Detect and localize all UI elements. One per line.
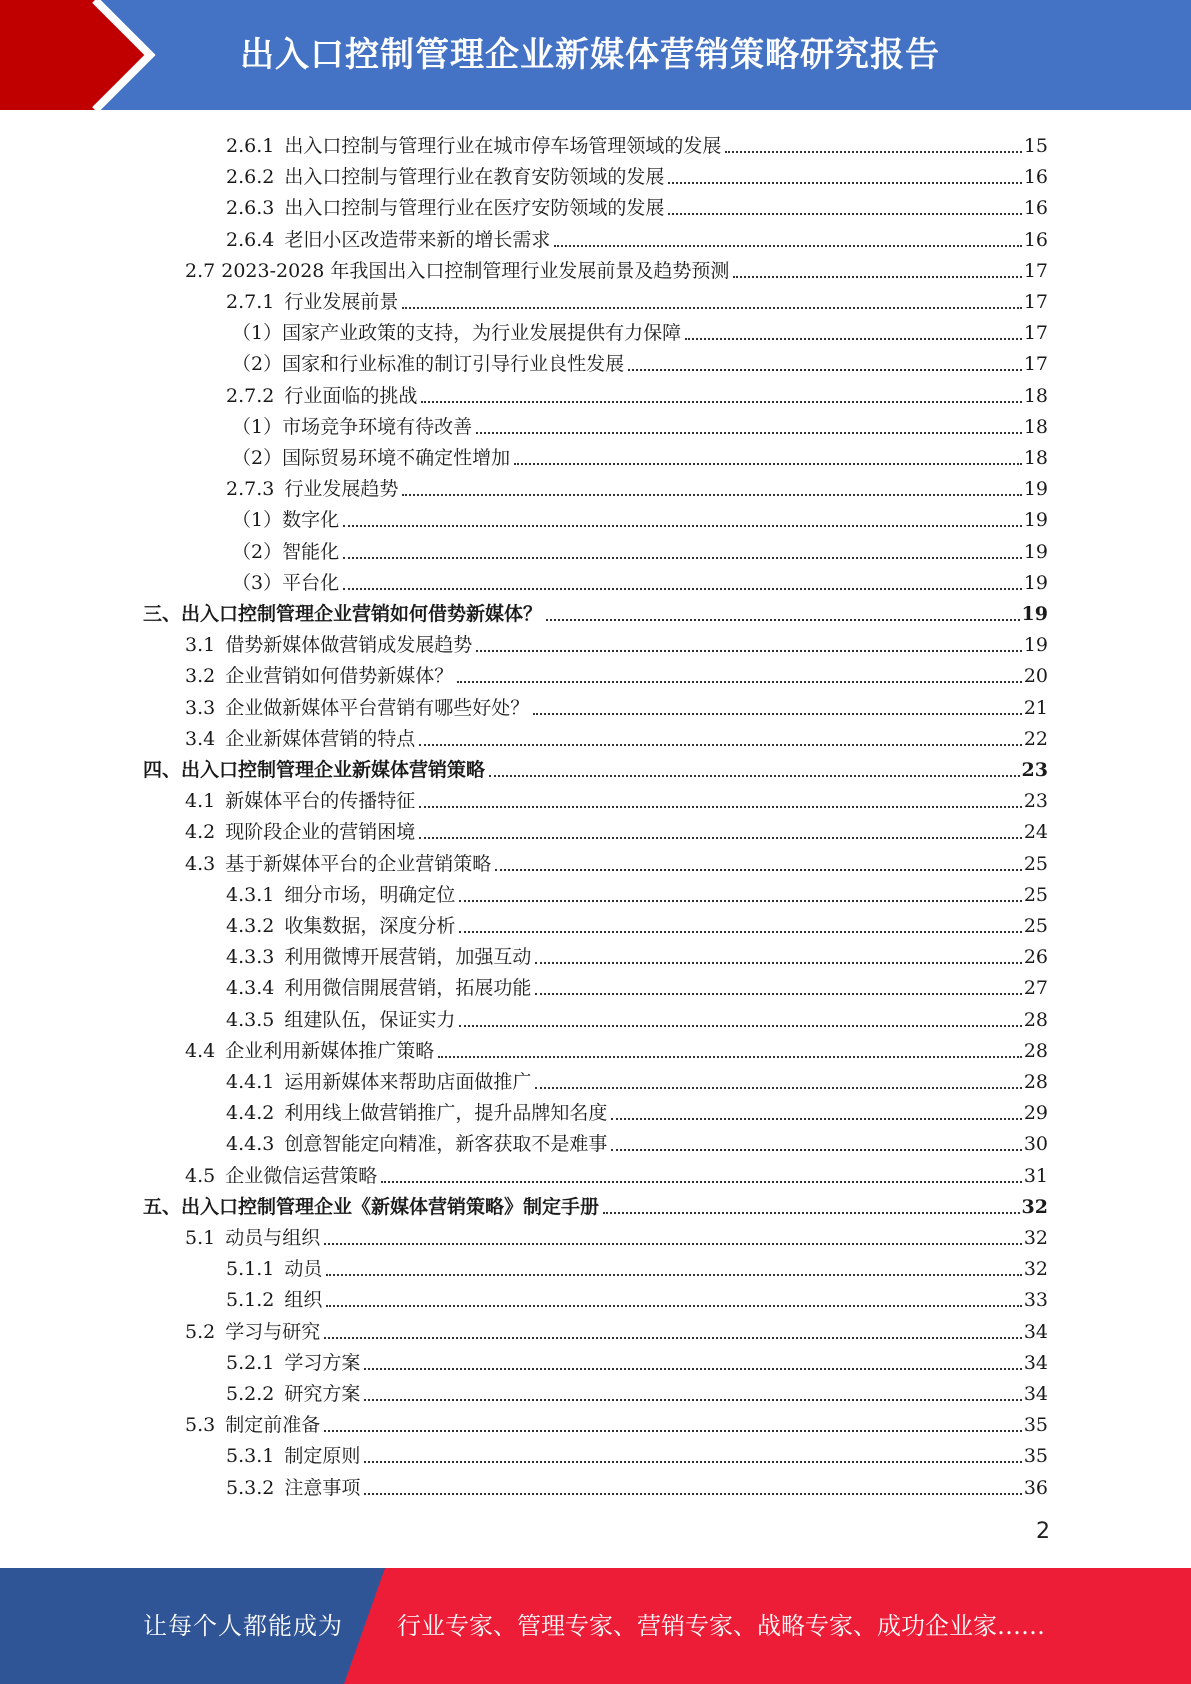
toc-entry-number: 4.3.3 — [226, 946, 275, 969]
toc-entry-page: 15 — [1023, 135, 1048, 157]
toc-entry-title: 行业面临的挑战 — [284, 384, 418, 407]
toc-entry-page: 26 — [1023, 946, 1048, 969]
toc-entry[interactable] — [226, 127, 1048, 158]
toc-entry-title: 企业微信运营策略 — [225, 1164, 378, 1187]
toc-dot-leader — [419, 744, 1022, 746]
toc-dot-leader — [489, 775, 1020, 777]
toc-dot-leader — [733, 276, 1021, 278]
toc-entry-title: 出入口控制与管理行业在教育安防领域的发展 — [284, 166, 665, 189]
toc-entry-page: 34 — [1023, 1320, 1048, 1343]
toc-entry[interactable] — [185, 626, 1048, 657]
toc-dot-leader — [364, 1399, 1021, 1401]
toc-dot-leader — [459, 1025, 1021, 1027]
toc-entry[interactable] — [185, 1406, 1048, 1437]
toc-entry[interactable] — [226, 1094, 1048, 1125]
toc-entry-page: 16 — [1023, 228, 1048, 251]
toc-dot-leader — [668, 182, 1021, 184]
toc-entry-title: 运用新媒体来帮助店面做推广 — [284, 1071, 532, 1093]
toc-entry-page: 32 — [1023, 1227, 1048, 1249]
toc-entry-page: 28 — [1023, 1008, 1048, 1031]
toc-entry-title: 2.7 2023-2028 年我国出入口控制管理行业发展前景及趋势预测 — [185, 259, 730, 282]
toc-dot-leader — [364, 1493, 1021, 1495]
toc-entry-page: 32 — [1023, 1258, 1048, 1281]
toc-entry-number: 5.2 — [185, 1320, 216, 1343]
toc-entry-page: 17 — [1023, 322, 1048, 345]
toc-dot-leader — [476, 432, 1022, 434]
toc-entry-number: 5.3 — [185, 1414, 216, 1437]
toc-dot-leader — [554, 245, 1021, 247]
toc-entry-number: 2.6.4 — [226, 228, 275, 251]
toc-entry[interactable] — [226, 1250, 1048, 1281]
toc-entry-page: 20 — [1023, 665, 1048, 688]
toc-entry-title: 动员 — [284, 1258, 323, 1281]
report-title: 出入口控制管理企业新媒体营销策略研究报告 — [240, 35, 940, 75]
toc-entry-title: 动员与组织 — [225, 1227, 321, 1249]
toc-entry-number: 4.2 — [185, 821, 216, 844]
toc-entry-page: 30 — [1023, 1133, 1048, 1156]
toc-dot-leader — [326, 1305, 1021, 1307]
toc-entry-page: 25 — [1023, 883, 1048, 906]
toc-entry-page: 28 — [1023, 1071, 1048, 1093]
toc-entry-title: 细分市场，明确定位 — [284, 883, 456, 906]
toc-entry-number: 5.2.2 — [226, 1383, 275, 1405]
toc-entry[interactable] — [226, 1125, 1048, 1156]
toc-entry[interactable] — [232, 408, 1048, 439]
toc-entry-number: 5.1 — [185, 1227, 216, 1249]
toc-entry-page: 25 — [1023, 852, 1048, 875]
toc-entry[interactable] — [185, 1219, 1048, 1250]
toc-entry[interactable] — [232, 439, 1048, 470]
toc-entry-page: 23 — [1021, 759, 1048, 781]
toc-dot-leader — [603, 1212, 1020, 1214]
footer-slogan-left: 让每个人都能成为 — [143, 1612, 343, 1640]
toc-entry[interactable] — [232, 564, 1048, 595]
toc-entry-title: 三、出入口控制管理企业营销如何借势新媒体？ — [143, 603, 543, 625]
toc-entry-page: 16 — [1023, 166, 1048, 189]
toc-entry-title: （2）国家和行业标准的制订引导行业良性发展 — [232, 353, 625, 376]
toc-entry-number: 4.3.1 — [226, 883, 275, 906]
toc-entry-page: 18 — [1023, 384, 1048, 407]
toc-entry[interactable] — [226, 1469, 1048, 1500]
toc-entry-title: 五、出入口控制管理企业《新媒体营销策略》制定手册 — [143, 1195, 600, 1218]
toc-entry-title: （2）国际贸易环境不确定性增加 — [232, 447, 511, 469]
toc-entry-number: 4.3.5 — [226, 1008, 275, 1031]
toc-entry[interactable] — [185, 782, 1048, 813]
toc-entry-title: 组织 — [284, 1289, 323, 1312]
toc-entry-number: 4.4.3 — [226, 1133, 275, 1156]
toc-dot-leader — [535, 962, 1021, 964]
toc-entry[interactable] — [232, 501, 1048, 532]
footer-slogan-right: 行业专家、管理专家、营销专家、战略专家、成功企业家…… — [397, 1612, 1045, 1640]
toc-entry[interactable] — [226, 470, 1048, 501]
toc-dot-leader — [343, 557, 1022, 559]
toc-dot-leader — [611, 1149, 1021, 1151]
toc-entry-title: 新媒体平台的传播特征 — [225, 790, 416, 813]
toc-dot-leader — [381, 1181, 1022, 1183]
toc-entry[interactable] — [226, 377, 1048, 408]
toc-entry-title: 企业利用新媒体推广策略 — [225, 1039, 435, 1062]
toc-entry[interactable] — [185, 657, 1048, 688]
toc-dot-leader — [668, 213, 1021, 215]
toc-entry-title: 四、出入口控制管理企业新媒体营销策略 — [143, 759, 486, 781]
toc-entry[interactable] — [226, 221, 1048, 252]
toc-entry-page: 18 — [1023, 447, 1048, 469]
toc-entry-page: 33 — [1023, 1289, 1048, 1312]
toc-dot-leader — [419, 837, 1022, 839]
toc-dot-leader — [326, 1274, 1021, 1276]
toc-dot-leader — [364, 1368, 1021, 1370]
toc-dot-leader — [495, 869, 1022, 871]
toc-entry-title: 现阶段企业的营销困境 — [225, 821, 416, 844]
toc-entry-number: 3.4 — [185, 727, 216, 750]
toc-entry-title: 企业营销如何借势新媒体？ — [225, 665, 454, 688]
toc-entry-page: 34 — [1023, 1383, 1048, 1405]
toc-entry-page: 19 — [1023, 571, 1048, 594]
toc-entry[interactable] — [226, 1281, 1048, 1312]
toc-entry-page: 19 — [1023, 478, 1048, 501]
toc-entry[interactable] — [226, 158, 1048, 189]
toc-entry[interactable] — [226, 969, 1048, 1000]
toc-entry[interactable] — [226, 283, 1048, 314]
toc-entry-number: 5.3.2 — [226, 1476, 275, 1499]
toc-entry-title: 出入口控制与管理行业在城市停车场管理领域的发展 — [284, 135, 722, 157]
toc-entry-title: 学习与研究 — [225, 1320, 321, 1343]
toc-entry[interactable] — [185, 1032, 1048, 1063]
toc-entry-title: （1）市场竞争环境有待改善 — [232, 415, 473, 438]
toc-entry-title: 组建队伍，保证实力 — [284, 1008, 456, 1031]
toc-entry[interactable] — [226, 876, 1048, 907]
toc-entry[interactable] — [232, 314, 1048, 345]
toc-entry-page: 28 — [1023, 1039, 1048, 1062]
toc-entry-page: 35 — [1023, 1445, 1048, 1468]
toc-entry-title: 借势新媒体做营销成发展趋势 — [225, 634, 473, 657]
header-arrow-decoration — [0, 0, 160, 110]
toc-entry-number: 3.3 — [185, 696, 216, 719]
toc-entry[interactable] — [226, 938, 1048, 969]
toc-entry-page: 16 — [1023, 197, 1048, 220]
toc-entry-number: 4.4 — [185, 1039, 216, 1062]
toc-entry-number: 2.6.2 — [226, 166, 275, 189]
toc-dot-leader — [402, 494, 1021, 496]
toc-entry-title: 企业做新媒体平台营销有哪些好处？ — [225, 696, 530, 719]
toc-dot-leader — [533, 713, 1022, 715]
toc-dot-leader — [343, 525, 1022, 527]
toc-dot-leader — [546, 619, 1020, 621]
toc-entry-number: 4.3.4 — [226, 977, 275, 1000]
toc-dot-leader — [514, 463, 1022, 465]
toc-dot-leader — [459, 931, 1021, 933]
toc-entry-number: 4.4.2 — [226, 1102, 275, 1125]
toc-entry-title: 行业发展前景 — [284, 291, 399, 313]
toc-entry-number: 2.7.2 — [226, 384, 275, 407]
toc-entry[interactable] — [143, 751, 1048, 782]
toc-entry-title: 老旧小区改造带来新的增长需求 — [284, 228, 551, 251]
toc-entry-page: 31 — [1023, 1164, 1048, 1187]
toc-entry[interactable] — [185, 813, 1048, 844]
toc-dot-leader — [457, 681, 1022, 683]
toc-entry-page: 32 — [1021, 1195, 1048, 1218]
toc-dot-leader — [324, 1337, 1022, 1339]
toc-entry-title: 利用线上做营销推广，提升品牌知名度 — [284, 1102, 608, 1125]
toc-dot-leader — [628, 369, 1022, 371]
toc-entry[interactable] — [232, 345, 1048, 376]
toc-entry[interactable] — [226, 1437, 1048, 1468]
toc-entry-number: 3.1 — [185, 634, 216, 657]
toc-entry[interactable] — [226, 1001, 1048, 1032]
toc-entry-number: 4.5 — [185, 1164, 216, 1187]
toc-entry[interactable] — [185, 1157, 1048, 1188]
toc-entry-number: 4.1 — [185, 790, 216, 813]
toc-entry-title: 行业发展趋势 — [284, 478, 399, 501]
toc-entry-title: 利用微博开展营销，加强互动 — [284, 946, 532, 969]
toc-entry-title: 收集数据，深度分析 — [284, 915, 456, 937]
toc-entry[interactable] — [232, 533, 1048, 564]
toc-entry-number: 2.6.1 — [226, 135, 275, 157]
toc-entry-number: 3.2 — [185, 665, 216, 688]
toc-dot-leader — [459, 900, 1021, 902]
toc-entry-title: （1）数字化 — [232, 509, 340, 532]
toc-entry-page: 17 — [1023, 291, 1048, 313]
toc-dot-leader — [725, 151, 1021, 153]
toc-entry-page: 23 — [1023, 790, 1048, 813]
toc-entry-title: 制定原则 — [284, 1445, 361, 1468]
toc-entry[interactable] — [185, 845, 1048, 876]
toc-entry-page: 18 — [1023, 415, 1048, 438]
toc-dot-leader — [611, 1118, 1021, 1120]
toc-entry[interactable] — [185, 720, 1048, 751]
toc-dot-leader — [535, 1087, 1021, 1089]
toc-dot-leader — [324, 1430, 1022, 1432]
toc-entry-page: 17 — [1023, 353, 1048, 376]
toc-entry[interactable] — [185, 252, 1048, 283]
toc-entry-number: 2.7.3 — [226, 478, 275, 501]
toc-entry[interactable] — [226, 907, 1048, 938]
toc-dot-leader — [685, 338, 1022, 340]
toc-entry-title: 基于新媒体平台的企业营销策略 — [225, 852, 492, 875]
toc-entry-page: 19 — [1023, 509, 1048, 532]
toc-entry-page: 19 — [1021, 603, 1048, 625]
toc-entry-number: 5.1.2 — [226, 1289, 275, 1312]
toc-entry-page: 19 — [1023, 540, 1048, 563]
toc-dot-leader — [364, 1461, 1021, 1463]
toc-entry-page: 21 — [1023, 696, 1048, 719]
toc-entry[interactable] — [143, 595, 1048, 626]
toc-entry[interactable] — [226, 1344, 1048, 1375]
toc-entry-title: （2）智能化 — [232, 540, 340, 563]
toc-dot-leader — [438, 1056, 1022, 1058]
toc-entry-page: 22 — [1023, 727, 1048, 750]
toc-entry-title: （1）国家产业政策的支持，为行业发展提供有力保障 — [232, 322, 682, 345]
toc-entry-number: 4.3.2 — [226, 915, 275, 937]
toc-entry-number: 4.3 — [185, 852, 216, 875]
toc-entry-title: 出入口控制与管理行业在医疗安防领域的发展 — [284, 197, 665, 220]
toc-entry-number: 5.1.1 — [226, 1258, 275, 1281]
toc-entry-number: 5.2.1 — [226, 1351, 275, 1374]
toc-entry[interactable] — [226, 189, 1048, 220]
toc-entry[interactable] — [226, 1063, 1048, 1094]
toc-entry[interactable] — [185, 1313, 1048, 1344]
toc-entry-page: 29 — [1023, 1102, 1048, 1125]
toc-dot-leader — [419, 806, 1022, 808]
toc-dot-leader — [535, 993, 1021, 995]
toc-dot-leader — [476, 650, 1022, 652]
page-header — [0, 0, 1191, 110]
toc-entry-page: 19 — [1023, 634, 1048, 657]
toc-entry-number: 2.7.1 — [226, 291, 275, 313]
toc-entry-page: 34 — [1023, 1351, 1048, 1374]
toc-entry-number: 4.4.1 — [226, 1071, 275, 1093]
toc-entry-title: 利用微信開展营销，拓展功能 — [284, 977, 532, 1000]
toc-entry-page: 17 — [1023, 259, 1048, 282]
toc-entry-title: 学习方案 — [284, 1351, 361, 1374]
toc-entry-page: 27 — [1023, 977, 1048, 1000]
toc-entry-page: 25 — [1023, 915, 1048, 937]
toc-entry-title: 制定前准备 — [225, 1414, 321, 1437]
toc-entry-number: 5.3.1 — [226, 1445, 275, 1468]
toc-entry-title: 创意智能定向精准，新客获取不是难事 — [284, 1133, 608, 1156]
toc-entry-page: 36 — [1023, 1476, 1048, 1499]
page-number: 2 — [1036, 1519, 1050, 1544]
toc-entry-page: 24 — [1023, 821, 1048, 844]
toc-dot-leader — [421, 401, 1021, 403]
toc-dot-leader — [343, 588, 1022, 590]
toc-dot-leader — [324, 1243, 1022, 1245]
toc-entry-title: 企业新媒体营销的特点 — [225, 727, 416, 750]
toc-entry[interactable] — [226, 1375, 1048, 1406]
toc-entry[interactable] — [143, 1188, 1048, 1219]
toc-entry-title: （3）平台化 — [232, 571, 340, 594]
toc-entry-page: 35 — [1023, 1414, 1048, 1437]
toc-entry-title: 注意事项 — [284, 1476, 361, 1499]
toc-entry[interactable] — [185, 689, 1048, 720]
toc-entry-title: 研究方案 — [284, 1383, 361, 1405]
page-footer — [0, 1568, 1191, 1684]
toc-entry-number: 2.6.3 — [226, 197, 275, 220]
toc-dot-leader — [402, 307, 1021, 309]
